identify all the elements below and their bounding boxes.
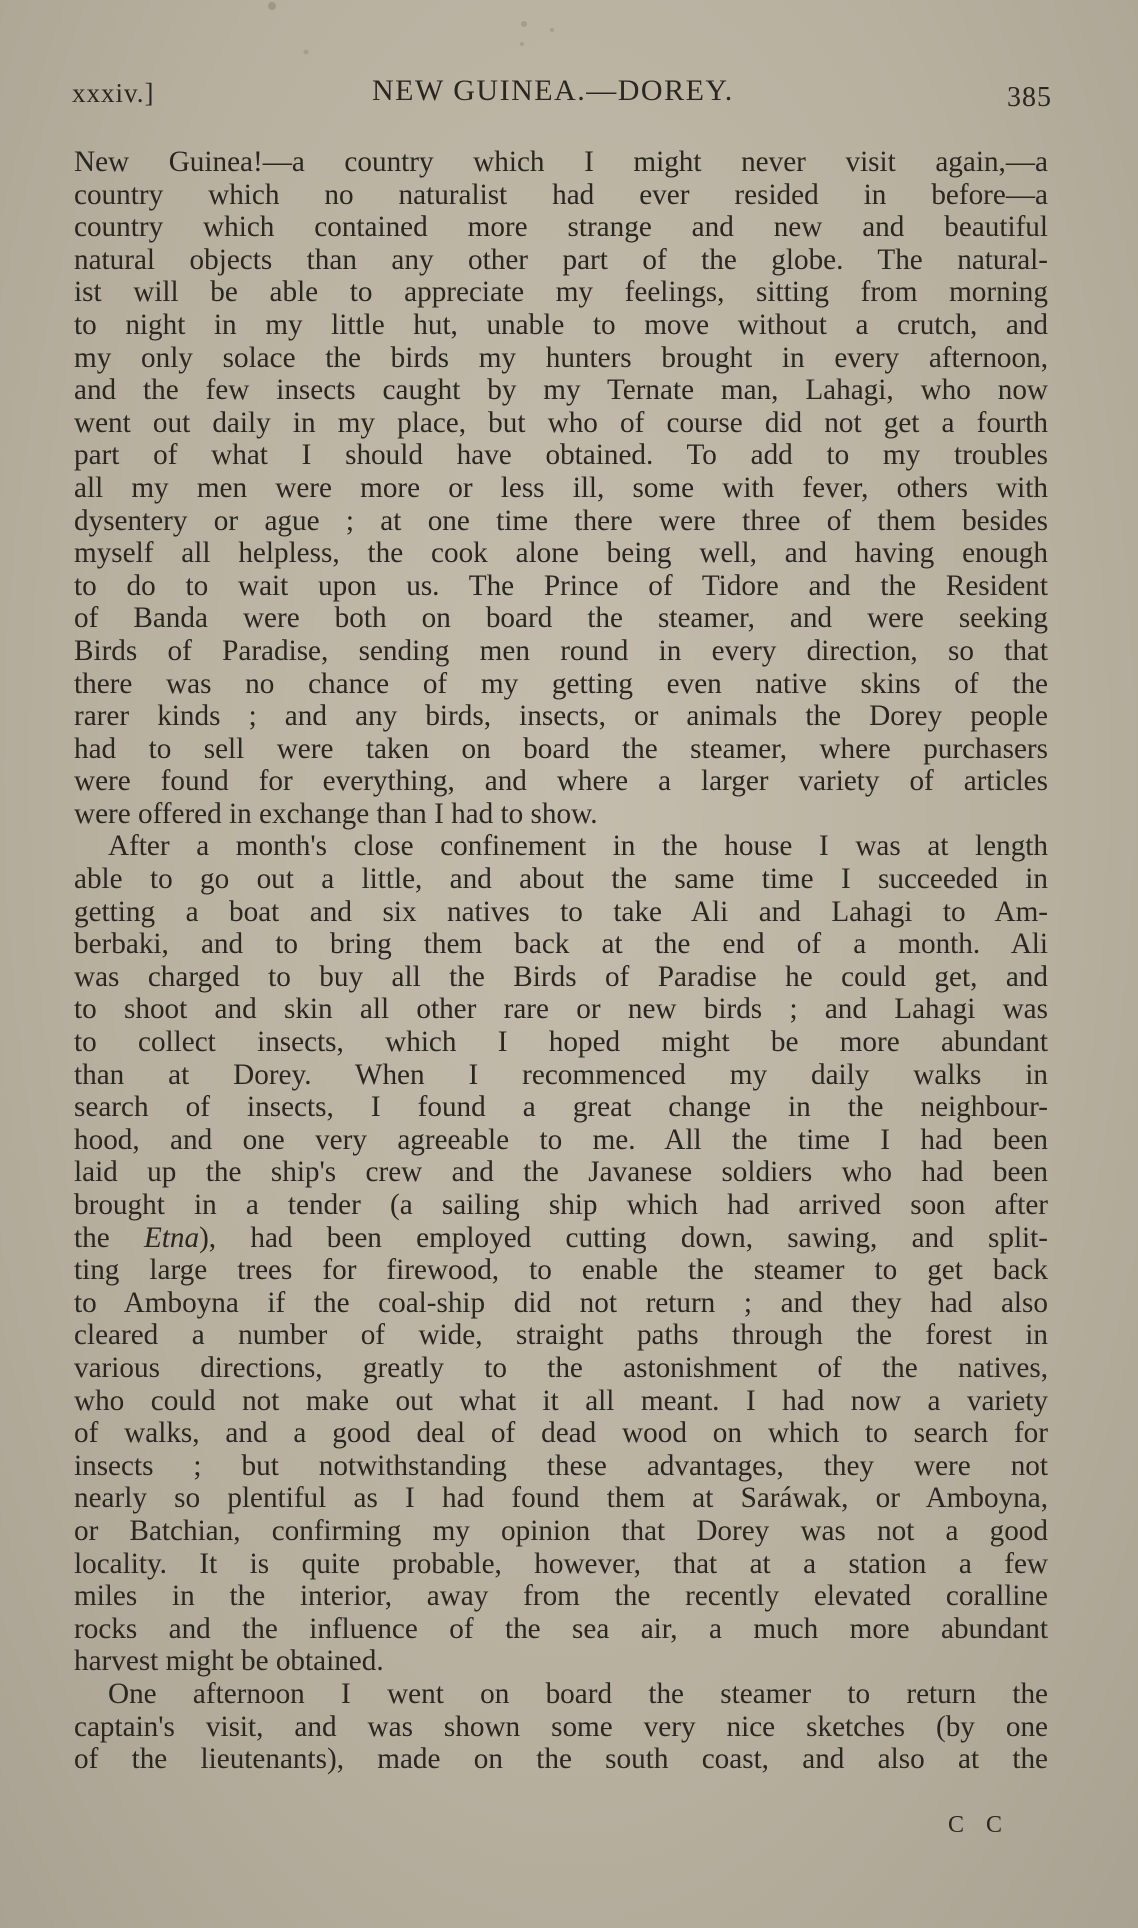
text-line: country which no naturalist had ever resided in before—a (74, 178, 1048, 211)
page-number: 385 (1007, 82, 1052, 113)
text-line: locality. It is quite probable, however, that at a station a few (74, 1547, 1048, 1580)
text-line: One afternoon I went on board the steamer to return the (108, 1677, 1048, 1710)
text-line: search of insects, I found a great change in the neighbour- (74, 1091, 1048, 1124)
text-line: getting a boat and six natives to take Ali and Lahagi to Am- (74, 895, 1048, 928)
text-line: dysentery or ague ; at one time there were three of them besides (74, 504, 1048, 537)
text-line: laid up the ship's crew and the Javanese soldiers who had been (74, 1156, 1048, 1189)
text-line: of Banda were both on board the steamer, and were seeking (74, 602, 1048, 635)
running-title: NEW GUINEA.—DOREY. (372, 74, 734, 107)
text-line: were found for everything, and where a larger variety of articles (74, 765, 1048, 798)
text-line: and the few insects caught by my Ternate man, Lahagi, who now (74, 374, 1048, 407)
text-line: of the lieutenants), made on the south coast, and also at the (74, 1743, 1048, 1776)
text-line: cleared a number of wide, straight paths through the forest in (74, 1319, 1048, 1352)
signature-mark: C C (948, 1812, 1011, 1838)
text-line: ting large trees for firewood, to enable the steamer to get back (74, 1254, 1048, 1287)
text-line: rarer kinds ; and any birds, insects, or animals the Dorey people (74, 700, 1048, 733)
text-line: the Etna), had been employed cutting down, sawing, and split- (74, 1221, 1048, 1254)
text-line: to shoot and skin all other rare or new birds ; and Lahagi was (74, 993, 1048, 1026)
page-header (72, 74, 1052, 114)
text-line: all my men were more or less ill, some with fever, others with (74, 471, 1048, 504)
text-line: to Amboyna if the coal-ship did not return ; and they had also (74, 1286, 1048, 1319)
text-line: went out daily in my place, but who of course did not get a fourth (74, 406, 1048, 439)
text-line: were offered in exchange than I had to show. (74, 797, 598, 830)
text-line: miles in the interior, away from the recently elevated coralline (74, 1580, 1048, 1613)
text-line: rocks and the influence of the sea air, a much more abundant (74, 1612, 1048, 1645)
text-line: to do to wait upon us. The Prince of Tidore and the Resident (74, 569, 1048, 602)
text-line: nearly so plentiful as I had found them at Saráwak, or Amboyna, (74, 1482, 1048, 1515)
text-line: After a month's close confinement in the house I was at length (108, 830, 1048, 863)
text-line: able to go out a little, and about the same time I succeeded in (74, 863, 1048, 896)
chapter-number: xxxiv.] (72, 78, 155, 108)
text-line: various directions, greatly to the astonishment of the natives, (74, 1351, 1048, 1384)
text-line: harvest might be obtained. (74, 1645, 384, 1678)
body-text (74, 146, 1048, 1776)
italic-ship-name: Etna (143, 1221, 200, 1254)
text-line: of walks, and a good deal of dead wood on which to search for (74, 1417, 1048, 1450)
text-line: was charged to buy all the Birds of Paradise he could get, and (74, 960, 1048, 993)
text-line: myself all helpless, the cook alone being well, and having enough (74, 537, 1048, 570)
text-line: my only solace the birds my hunters brought in every afternoon, (74, 341, 1048, 374)
text-line: berbaki, and to bring them back at the end of a month. Ali (74, 928, 1048, 961)
text-line: or Batchian, confirming my opinion that Dorey was not a good (74, 1514, 1048, 1547)
text-line: ist will be able to appreciate my feelings, sitting from morning (74, 276, 1048, 309)
text-line: hood, and one very agreeable to me. All the time I had been (74, 1123, 1048, 1156)
text-line: to night in my little hut, unable to move without a crutch, and (74, 308, 1048, 341)
text-line: captain's visit, and was shown some very nice sketches (by one (74, 1710, 1048, 1743)
text-line: part of what I should have obtained. To add to my troubles (74, 439, 1048, 472)
text-line: there was no chance of my getting even native skins of the (74, 667, 1048, 700)
text-line: country which contained more strange and new and beautiful (74, 211, 1048, 244)
text-line: Birds of Paradise, sending men round in every direction, so that (74, 634, 1048, 667)
text-line: than at Dorey. When I recommenced my daily walks in (74, 1058, 1048, 1091)
text-line: had to sell were taken on board the steamer, where purchasers (74, 732, 1048, 765)
text-line: to collect insects, which I hoped might be more abundant (74, 1026, 1048, 1059)
text-line: New Guinea!—a country which I might never visit again,—a (74, 146, 1048, 178)
text-line: natural objects than any other part of the globe. The natural- (74, 243, 1048, 276)
text-line: who could not make out what it all meant. I had now a variety (74, 1384, 1048, 1417)
text-line: insects ; but notwithstanding these advantages, they were not (74, 1449, 1048, 1482)
text-line: brought in a tender (a sailing ship which had arrived soon after (74, 1189, 1048, 1221)
